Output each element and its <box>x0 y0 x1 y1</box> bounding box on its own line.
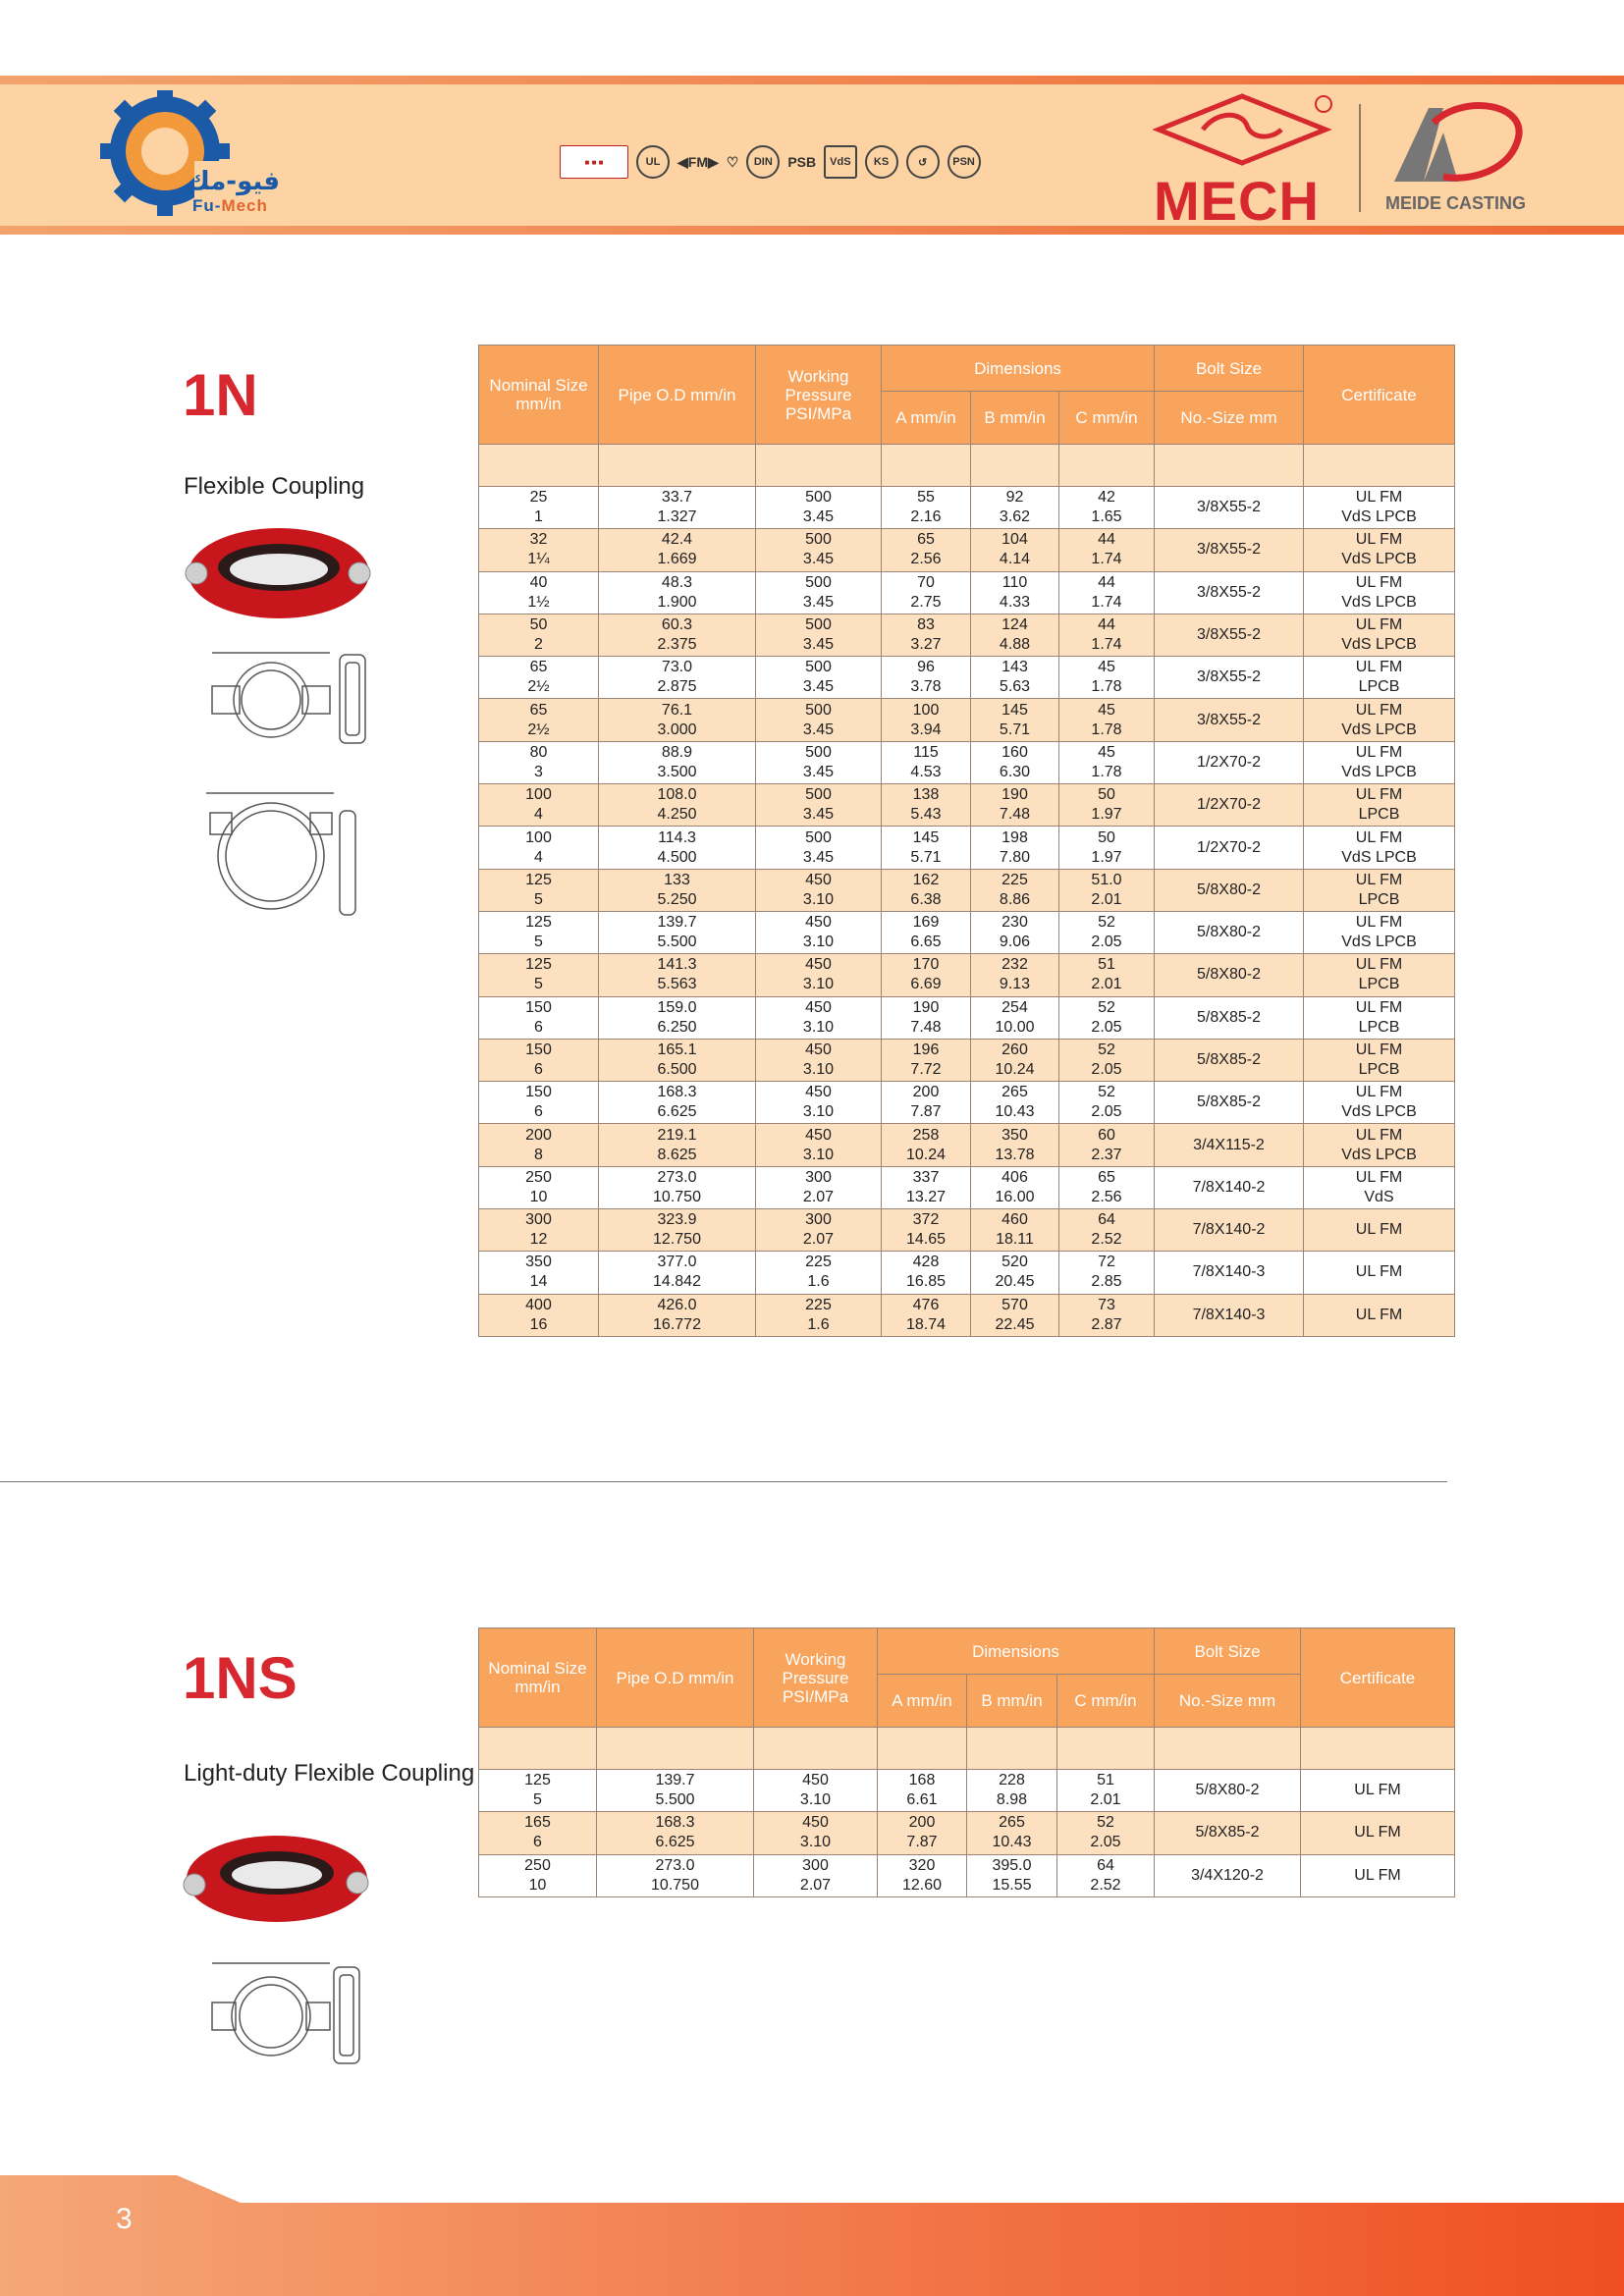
cell-nominal: 40 1½ <box>479 571 599 614</box>
cell-pressure: 450 3.10 <box>756 869 882 911</box>
table-row <box>479 1294 1455 1336</box>
header-top-stripe <box>0 76 1624 84</box>
cell-dim-a: 428 16.85 <box>882 1252 971 1294</box>
cell-pipe-od: 48.3 1.900 <box>599 571 756 614</box>
cell-bolt: 5/8X80-2 <box>1155 911 1304 953</box>
cell-pipe-od: 139.7 5.500 <box>599 911 756 953</box>
cell-dim-c: 44 1.74 <box>1059 571 1155 614</box>
table-row <box>479 657 1455 699</box>
cell-bolt: 7/8X140-3 <box>1155 1294 1304 1336</box>
cell-pressure: 500 3.45 <box>756 571 882 614</box>
table-row <box>479 1166 1455 1208</box>
cell-pressure: 225 1.6 <box>756 1294 882 1336</box>
cell-dim-c: 51.0 2.01 <box>1059 869 1155 911</box>
cell-dim-a: 337 13.27 <box>882 1166 971 1208</box>
table-row <box>479 1854 1455 1896</box>
cell-cert: UL FM <box>1304 1294 1455 1336</box>
cell-dim-a: 476 18.74 <box>882 1294 971 1336</box>
cell-dim-c: 45 1.78 <box>1059 699 1155 741</box>
cell-dim-b: 225 8.86 <box>971 869 1059 911</box>
cell-dim-b: 254 10.00 <box>971 996 1059 1039</box>
cell-pressure: 450 3.10 <box>754 1770 878 1812</box>
cell-dim-b: 92 3.62 <box>971 487 1059 529</box>
cell-dim-b: 260 10.24 <box>971 1039 1059 1081</box>
cell-pressure: 450 3.10 <box>756 996 882 1039</box>
col-dim-c: C mm/in <box>1059 392 1155 445</box>
cell-cert: UL FM LPCB <box>1304 784 1455 827</box>
cell-dim-b: 395.0 15.55 <box>967 1854 1057 1896</box>
cell-cert: UL FM <box>1301 1812 1455 1854</box>
mech-brand-text: MECH <box>1154 170 1320 232</box>
cell-dim-a: 168 6.61 <box>878 1770 967 1812</box>
table-row <box>479 529 1455 571</box>
cell-cert: UL FM LPCB <box>1304 1039 1455 1081</box>
cell-dim-b: 232 9.13 <box>971 954 1059 996</box>
cell-dim-c: 73 2.87 <box>1059 1294 1155 1336</box>
col-nominal-size: Nominal Size mm/in <box>479 1629 597 1728</box>
cell-dim-a: 115 4.53 <box>882 741 971 783</box>
col-working-pressure: Working Pressure PSI/MPa <box>754 1629 878 1728</box>
cell-bolt: 3/4X120-2 <box>1155 1854 1301 1896</box>
coupling-photo <box>183 512 375 630</box>
cell-cert: UL FM VdS <box>1304 1166 1455 1208</box>
cert-vds-icon: VdS <box>824 145 856 179</box>
cell-nominal: 125 5 <box>479 954 599 996</box>
col-dim-b: B mm/in <box>967 1675 1057 1728</box>
table-1ns-specs <box>478 1628 1455 1897</box>
cell-nominal: 400 16 <box>479 1294 599 1336</box>
cell-dim-b: 406 16.00 <box>971 1166 1059 1208</box>
cell-pipe-od: 33.7 1.327 <box>599 487 756 529</box>
cell-bolt: 5/8X80-2 <box>1155 954 1304 996</box>
cell-bolt: 5/8X85-2 <box>1155 1812 1301 1854</box>
cell-nominal: 200 8 <box>479 1124 599 1166</box>
cell-pressure: 500 3.45 <box>756 487 882 529</box>
certification-logos <box>560 137 1070 187</box>
table-row <box>479 911 1455 953</box>
col-bolt-sub: No.-Size mm <box>1155 392 1304 445</box>
cell-dim-c: 42 1.65 <box>1059 487 1155 529</box>
cell-bolt: 7/8X140-2 <box>1155 1166 1304 1208</box>
table-row <box>479 1209 1455 1252</box>
cell-dim-b: 265 10.43 <box>971 1082 1059 1124</box>
cell-dim-c: 64 2.52 <box>1059 1209 1155 1252</box>
cell-dim-a: 70 2.75 <box>882 571 971 614</box>
cell-pipe-od: 42.4 1.669 <box>599 529 756 571</box>
cell-pressure: 300 2.07 <box>754 1854 878 1896</box>
table-row <box>479 1812 1455 1854</box>
cell-pressure: 225 1.6 <box>756 1252 882 1294</box>
cell-dim-a: 83 3.27 <box>882 614 971 656</box>
cell-dim-a: 200 7.87 <box>882 1082 971 1124</box>
col-working-pressure: Working Pressure PSI/MPa <box>756 346 882 445</box>
cell-cert: UL FM LPCB <box>1304 657 1455 699</box>
cell-dim-c: 72 2.85 <box>1059 1252 1155 1294</box>
cell-cert: UL FM VdS LPCB <box>1304 827 1455 869</box>
cert-psn-icon: PSN <box>947 145 981 179</box>
cell-cert: UL FM VdS LPCB <box>1304 911 1455 953</box>
cell-dim-a: 162 6.38 <box>882 869 971 911</box>
cell-dim-b: 230 9.06 <box>971 911 1059 953</box>
footer-band <box>0 2175 1624 2296</box>
cell-dim-a: 170 6.69 <box>882 954 971 996</box>
table-row <box>479 614 1455 656</box>
table-row <box>479 827 1455 869</box>
col-pipe-od: Pipe O.D mm/in <box>597 1629 754 1728</box>
col-bolt-size: Bolt Size <box>1155 1629 1301 1675</box>
col-certificate: Certificate <box>1304 346 1455 445</box>
cell-dim-c: 44 1.74 <box>1059 614 1155 656</box>
cell-bolt: 5/8X85-2 <box>1155 1082 1304 1124</box>
cell-cert: UL FM LPCB <box>1304 996 1455 1039</box>
cell-pipe-od: 323.9 12.750 <box>599 1209 756 1252</box>
cert-psb-icon: PSB <box>787 154 817 170</box>
cell-cert: UL FM LPCB <box>1304 954 1455 996</box>
cell-dim-c: 65 2.56 <box>1059 1166 1155 1208</box>
cell-pipe-od: 273.0 10.750 <box>597 1854 754 1896</box>
table-row <box>479 996 1455 1039</box>
cell-dim-b: 350 13.78 <box>971 1124 1059 1166</box>
table-1ns-body <box>479 1728 1455 1897</box>
cell-nominal: 165 6 <box>479 1812 597 1854</box>
cell-pipe-od: 60.3 2.375 <box>599 614 756 656</box>
table-row <box>479 1082 1455 1124</box>
cell-pipe-od: 426.0 16.772 <box>599 1294 756 1336</box>
cell-pipe-od: 168.3 6.625 <box>599 1082 756 1124</box>
meide-logo <box>1375 93 1532 191</box>
table-row <box>479 1124 1455 1166</box>
cell-bolt: 5/8X85-2 <box>1155 996 1304 1039</box>
cell-dim-c: 52 2.05 <box>1057 1812 1155 1854</box>
cell-pipe-od: 219.1 8.625 <box>599 1124 756 1166</box>
table-row <box>479 699 1455 741</box>
cell-bolt: 3/8X55-2 <box>1155 614 1304 656</box>
cell-cert: UL FM <box>1301 1854 1455 1896</box>
cell-dim-c: 52 2.05 <box>1059 1082 1155 1124</box>
cell-cert: UL FM VdS LPCB <box>1304 614 1455 656</box>
cell-cert: UL FM VdS LPCB <box>1304 1082 1455 1124</box>
cell-dim-b: 110 4.33 <box>971 571 1059 614</box>
cell-dim-a: 190 7.48 <box>882 996 971 1039</box>
model-1n-title: 1N <box>183 362 258 428</box>
col-dimensions: Dimensions <box>878 1629 1155 1675</box>
cell-bolt: 3/4X115-2 <box>1155 1124 1304 1166</box>
cell-dim-a: 372 14.65 <box>882 1209 971 1252</box>
cert-din-icon: DIN <box>746 145 780 179</box>
cell-dim-a: 138 5.43 <box>882 784 971 827</box>
cell-pipe-od: 133 5.250 <box>599 869 756 911</box>
cell-pipe-od: 76.1 3.000 <box>599 699 756 741</box>
cell-cert: UL FM VdS LPCB <box>1304 699 1455 741</box>
cell-nominal: 125 5 <box>479 869 599 911</box>
col-pipe-od: Pipe O.D mm/in <box>599 346 756 445</box>
page-number: 3 <box>116 2203 133 2235</box>
cell-dim-a: 196 7.72 <box>882 1039 971 1081</box>
cell-pipe-od: 159.0 6.250 <box>599 996 756 1039</box>
cell-pressure: 500 3.45 <box>756 741 882 783</box>
header-bottom-stripe <box>0 226 1624 235</box>
table-row <box>479 741 1455 783</box>
cell-pipe-od: 377.0 14.842 <box>599 1252 756 1294</box>
cell-dim-c: 51 2.01 <box>1057 1770 1155 1812</box>
cell-pressure: 450 3.10 <box>754 1812 878 1854</box>
fumech-arabic-name: فيو-مك <box>187 167 281 196</box>
table-row <box>479 571 1455 614</box>
cell-dim-c: 60 2.37 <box>1059 1124 1155 1166</box>
table-row <box>479 954 1455 996</box>
cell-cert: UL FM LPCB <box>1304 869 1455 911</box>
cell-bolt: 3/8X55-2 <box>1155 487 1304 529</box>
col-dim-a: A mm/in <box>882 392 971 445</box>
cell-bolt: 3/8X55-2 <box>1155 529 1304 571</box>
cell-cert: UL FM VdS LPCB <box>1304 529 1455 571</box>
cell-dim-a: 55 2.16 <box>882 487 971 529</box>
cell-dim-b: 265 10.43 <box>967 1812 1057 1854</box>
cell-bolt: 5/8X85-2 <box>1155 1039 1304 1081</box>
model-1n-subtitle: Flexible Coupling <box>184 473 365 500</box>
cell-dim-b: 460 18.11 <box>971 1209 1059 1252</box>
cell-nominal: 100 4 <box>479 827 599 869</box>
cell-bolt: 5/8X80-2 <box>1155 869 1304 911</box>
cell-pipe-od: 165.1 6.500 <box>599 1039 756 1081</box>
cell-nominal: 250 10 <box>479 1166 599 1208</box>
cell-pipe-od: 88.9 3.500 <box>599 741 756 783</box>
cell-nominal: 150 6 <box>479 996 599 1039</box>
cell-dim-b: 104 4.14 <box>971 529 1059 571</box>
table-1n-specs <box>478 345 1455 1337</box>
cell-pressure: 500 3.45 <box>756 827 882 869</box>
cell-dim-b: 228 8.98 <box>967 1770 1057 1812</box>
cell-dim-c: 52 2.05 <box>1059 1039 1155 1081</box>
model-1ns-title: 1NS <box>183 1645 298 1711</box>
cell-dim-b: 198 7.80 <box>971 827 1059 869</box>
cell-pressure: 450 3.10 <box>756 954 882 996</box>
cell-cert: UL FM VdS LPCB <box>1304 487 1455 529</box>
cell-pressure: 450 3.10 <box>756 1124 882 1166</box>
cell-bolt: 5/8X80-2 <box>1155 1770 1301 1812</box>
table-row <box>479 784 1455 827</box>
cell-dim-c: 52 2.05 <box>1059 911 1155 953</box>
coupling-drawing-side <box>196 783 373 929</box>
cell-dim-b: 570 22.45 <box>971 1294 1059 1336</box>
col-bolt-sub: No.-Size mm <box>1155 1675 1301 1728</box>
cell-dim-a: 169 6.65 <box>882 911 971 953</box>
cell-cert: UL FM VdS LPCB <box>1304 741 1455 783</box>
cell-nominal: 125 5 <box>479 1770 597 1812</box>
cell-dim-a: 145 5.71 <box>882 827 971 869</box>
cell-dim-c: 64 2.52 <box>1057 1854 1155 1896</box>
cell-bolt: 7/8X140-2 <box>1155 1209 1304 1252</box>
fumech-english-name: Fu-Mech <box>192 196 268 215</box>
cell-dim-c: 45 1.78 <box>1059 741 1155 783</box>
meide-brand-text: MEIDE CASTING <box>1385 193 1527 213</box>
cell-cert: UL FM <box>1301 1770 1455 1812</box>
cell-nominal: 25 1 <box>479 487 599 529</box>
cell-nominal: 32 1¼ <box>479 529 599 571</box>
cell-pressure: 450 3.10 <box>756 911 882 953</box>
cell-nominal: 250 10 <box>479 1854 597 1896</box>
cell-dim-c: 52 2.05 <box>1059 996 1155 1039</box>
cell-nominal: 50 2 <box>479 614 599 656</box>
cell-pressure: 500 3.45 <box>756 529 882 571</box>
light-coupling-photo <box>181 1822 373 1932</box>
cell-pipe-od: 73.0 2.875 <box>599 657 756 699</box>
cert-ks-icon: KS <box>865 145 898 179</box>
cell-nominal: 65 2½ <box>479 657 599 699</box>
cell-pressure: 450 3.10 <box>756 1082 882 1124</box>
cell-dim-c: 44 1.74 <box>1059 529 1155 571</box>
cell-nominal: 125 5 <box>479 911 599 953</box>
header-divider <box>1359 104 1361 212</box>
cell-dim-b: 160 6.30 <box>971 741 1059 783</box>
cell-dim-c: 50 1.97 <box>1059 784 1155 827</box>
cell-bolt: 7/8X140-3 <box>1155 1252 1304 1294</box>
cell-bolt: 1/2X70-2 <box>1155 741 1304 783</box>
cert-fm-icon: ◀ FM ▶ <box>677 153 719 170</box>
cell-nominal: 350 14 <box>479 1252 599 1294</box>
cell-pipe-od: 168.3 6.625 <box>597 1812 754 1854</box>
cell-pipe-od: 108.0 4.250 <box>599 784 756 827</box>
cell-pressure: 500 3.45 <box>756 699 882 741</box>
cell-dim-c: 45 1.78 <box>1059 657 1155 699</box>
cell-dim-b: 520 20.45 <box>971 1252 1059 1294</box>
cell-pressure: 500 3.45 <box>756 657 882 699</box>
cell-pipe-od: 273.0 10.750 <box>599 1166 756 1208</box>
model-1ns-subtitle: Light-duty Flexible Coupling <box>184 1760 475 1787</box>
cell-pressure: 500 3.45 <box>756 614 882 656</box>
cell-dim-a: 96 3.78 <box>882 657 971 699</box>
cell-dim-a: 200 7.87 <box>878 1812 967 1854</box>
cell-bolt: 3/8X55-2 <box>1155 571 1304 614</box>
col-dim-b: B mm/in <box>971 392 1059 445</box>
table-row <box>479 869 1455 911</box>
cell-nominal: 150 6 <box>479 1082 599 1124</box>
cert-recycle-icon: ↺ <box>906 145 940 179</box>
col-dim-c: C mm/in <box>1057 1675 1155 1728</box>
cell-pressure: 300 2.07 <box>756 1209 882 1252</box>
cell-pipe-od: 139.7 5.500 <box>597 1770 754 1812</box>
cell-nominal: 65 2½ <box>479 699 599 741</box>
cell-bolt: 1/2X70-2 <box>1155 827 1304 869</box>
cell-pipe-od: 114.3 4.500 <box>599 827 756 869</box>
cell-dim-b: 190 7.48 <box>971 784 1059 827</box>
cell-dim-a: 258 10.24 <box>882 1124 971 1166</box>
col-nominal-size: Nominal Size mm/in <box>479 346 599 445</box>
cell-dim-a: 100 3.94 <box>882 699 971 741</box>
cell-nominal: 150 6 <box>479 1039 599 1081</box>
cell-bolt: 3/8X55-2 <box>1155 699 1304 741</box>
cert-approval-badge: ■ ■ ■ <box>560 145 628 179</box>
cell-cert: UL FM VdS LPCB <box>1304 1124 1455 1166</box>
table-row <box>479 1252 1455 1294</box>
cert-ul-icon: UL <box>636 145 670 179</box>
cell-nominal: 80 3 <box>479 741 599 783</box>
cell-dim-c: 51 2.01 <box>1059 954 1155 996</box>
cell-dim-a: 320 12.60 <box>878 1854 967 1896</box>
table-row <box>479 1039 1455 1081</box>
light-coupling-drawing <box>192 1953 373 2071</box>
cell-bolt: 1/2X70-2 <box>1155 784 1304 827</box>
cell-dim-b: 145 5.71 <box>971 699 1059 741</box>
col-certificate: Certificate <box>1301 1629 1455 1728</box>
section-separator <box>0 1481 1447 1482</box>
cell-pressure: 500 3.45 <box>756 784 882 827</box>
cell-dim-a: 65 2.56 <box>882 529 971 571</box>
table-row <box>479 487 1455 529</box>
cell-pressure: 300 2.07 <box>756 1166 882 1208</box>
cell-cert: UL FM <box>1304 1252 1455 1294</box>
col-dimensions: Dimensions <box>882 346 1155 392</box>
col-bolt-size: Bolt Size <box>1155 346 1304 392</box>
table-1n-body <box>479 445 1455 1337</box>
coupling-drawing-front <box>192 643 373 751</box>
cert-shield-icon: ♡ <box>726 153 739 170</box>
table-row <box>479 1770 1455 1812</box>
cell-nominal: 100 4 <box>479 784 599 827</box>
col-dim-a: A mm/in <box>878 1675 967 1728</box>
cell-pipe-od: 141.3 5.563 <box>599 954 756 996</box>
cell-cert: UL FM VdS LPCB <box>1304 571 1455 614</box>
cell-nominal: 300 12 <box>479 1209 599 1252</box>
cell-cert: UL FM <box>1304 1209 1455 1252</box>
cell-dim-b: 143 5.63 <box>971 657 1059 699</box>
cell-pressure: 450 3.10 <box>756 1039 882 1081</box>
cell-bolt: 3/8X55-2 <box>1155 657 1304 699</box>
cell-dim-b: 124 4.88 <box>971 614 1059 656</box>
cell-dim-c: 50 1.97 <box>1059 827 1155 869</box>
